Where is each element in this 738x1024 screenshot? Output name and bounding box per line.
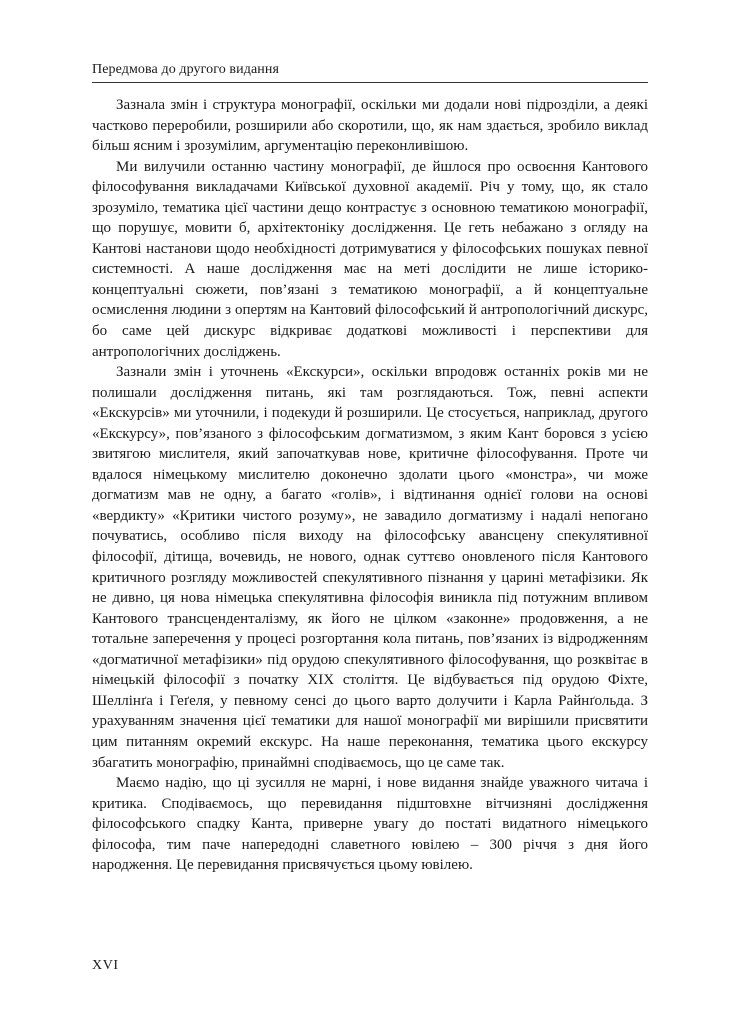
body-text bbox=[92, 95, 648, 876]
paragraph-1: Зазнала змін і структура монографії, оскільки ми додали нові підрозділи, а деякі частково переробили, розширили або скоротили, що, як нам здається, зробило виклад більш ясним і зрозумілим, аргументацію переконливішою. bbox=[92, 97, 648, 155]
paragraph-2: Ми вилучили останню частину монографії, де йшлося про освоєння Кантового філософування викладачами Київської духовної академії. Річ у тому, що, як стало зрозуміло, тематика цієї частини дещо контрастує з основною тематикою монографії, що порушує, мовити б, архітектоніку дослідження. Це геть небажано з огляду на Кантові настанови щодо необхідності дотримуватися у філософських пошуках певної системності. А наше дослідження має на меті дослідити не лише історико-концептуальні сюжети, пов’язані з тематикою монографії, а й концептуальне осмислення людини з опертям на Кантовий філософський й антропологічний дискурс, бо саме цей дискурс відкриває додаткові можливості і перспективи для антропологічних досліджень. bbox=[92, 158, 648, 360]
header-divider bbox=[92, 82, 648, 83]
paragraph-4: Маємо надію, що ці зусилля не марні, і нове видання знайде уважного читача і критика. Сподіваємось, що перевидання підштовхне вітчизняні дослідження філософського спадку Канта, приверне увагу до постаті видатного німецького філософа, тим паче напередодні славетного ювілею – 300 річчя з дня його народження. Це перевидання присвячується цьому ювілею. bbox=[92, 775, 648, 874]
page-number: XVI bbox=[92, 958, 119, 973]
paragraph-3: Зазнали змін і уточнень «Екскурси», оскільки впродовж останніх років ми не полишали дослідження питань, які там розглядаються. Тож, певні аспекти «Екскурсів» ми уточнили, і подекуди й розширили. Це стосується, наприклад, другого «Екскурсу», пов’язаного з філософським догматизмом, з яким Кант боровся з усією звитягою мислителя, який започаткував нове, критичне філософування. Проте чи вдалося німецькому мислителю доконечно здолати цього «монстра», чи може догматизм мав не одну, а багато «голів», і відтинання однієї голови на основі «вердикту» «Критики чистого розуму», не завадило догматизму і надалі непогано почуватись, особливо після виходу на філософську авансцену спекулятивної філософії, дітища, вочевидь, не нового, однак суттєво оновленого після Кантового критичного розгляду можливостей спекулятивного пізнання у царині метафізики. Як не дивно, ця нова німецька спекулятивна філософія виникла під потужним впливом Кантового трансценденталізму, як його не цілком «законне» продовження, а не тотальне заперечення у процесі розгортання кола питань, пов’язаних із відродженням «догматичної метафізики» під орудою спекулятивного філософування, що розквітає в німецькій філософії з початку XIX століття. Це відбувається під орудою Фіхте, Шеллінґа і Геґеля, у певному сенсі до цього варто долучити і Карла Райнґольда. З урахуванням значення цієї тематики для нашої монографії ми вирішили присвятити цим питанням окремий екскурс. На наше переконання, тематика цього екскурсу збагатить монографію, принаймні сподіваємось, що це саме так. bbox=[92, 364, 648, 771]
running-head-title: Передмова до другого видання bbox=[92, 62, 279, 77]
